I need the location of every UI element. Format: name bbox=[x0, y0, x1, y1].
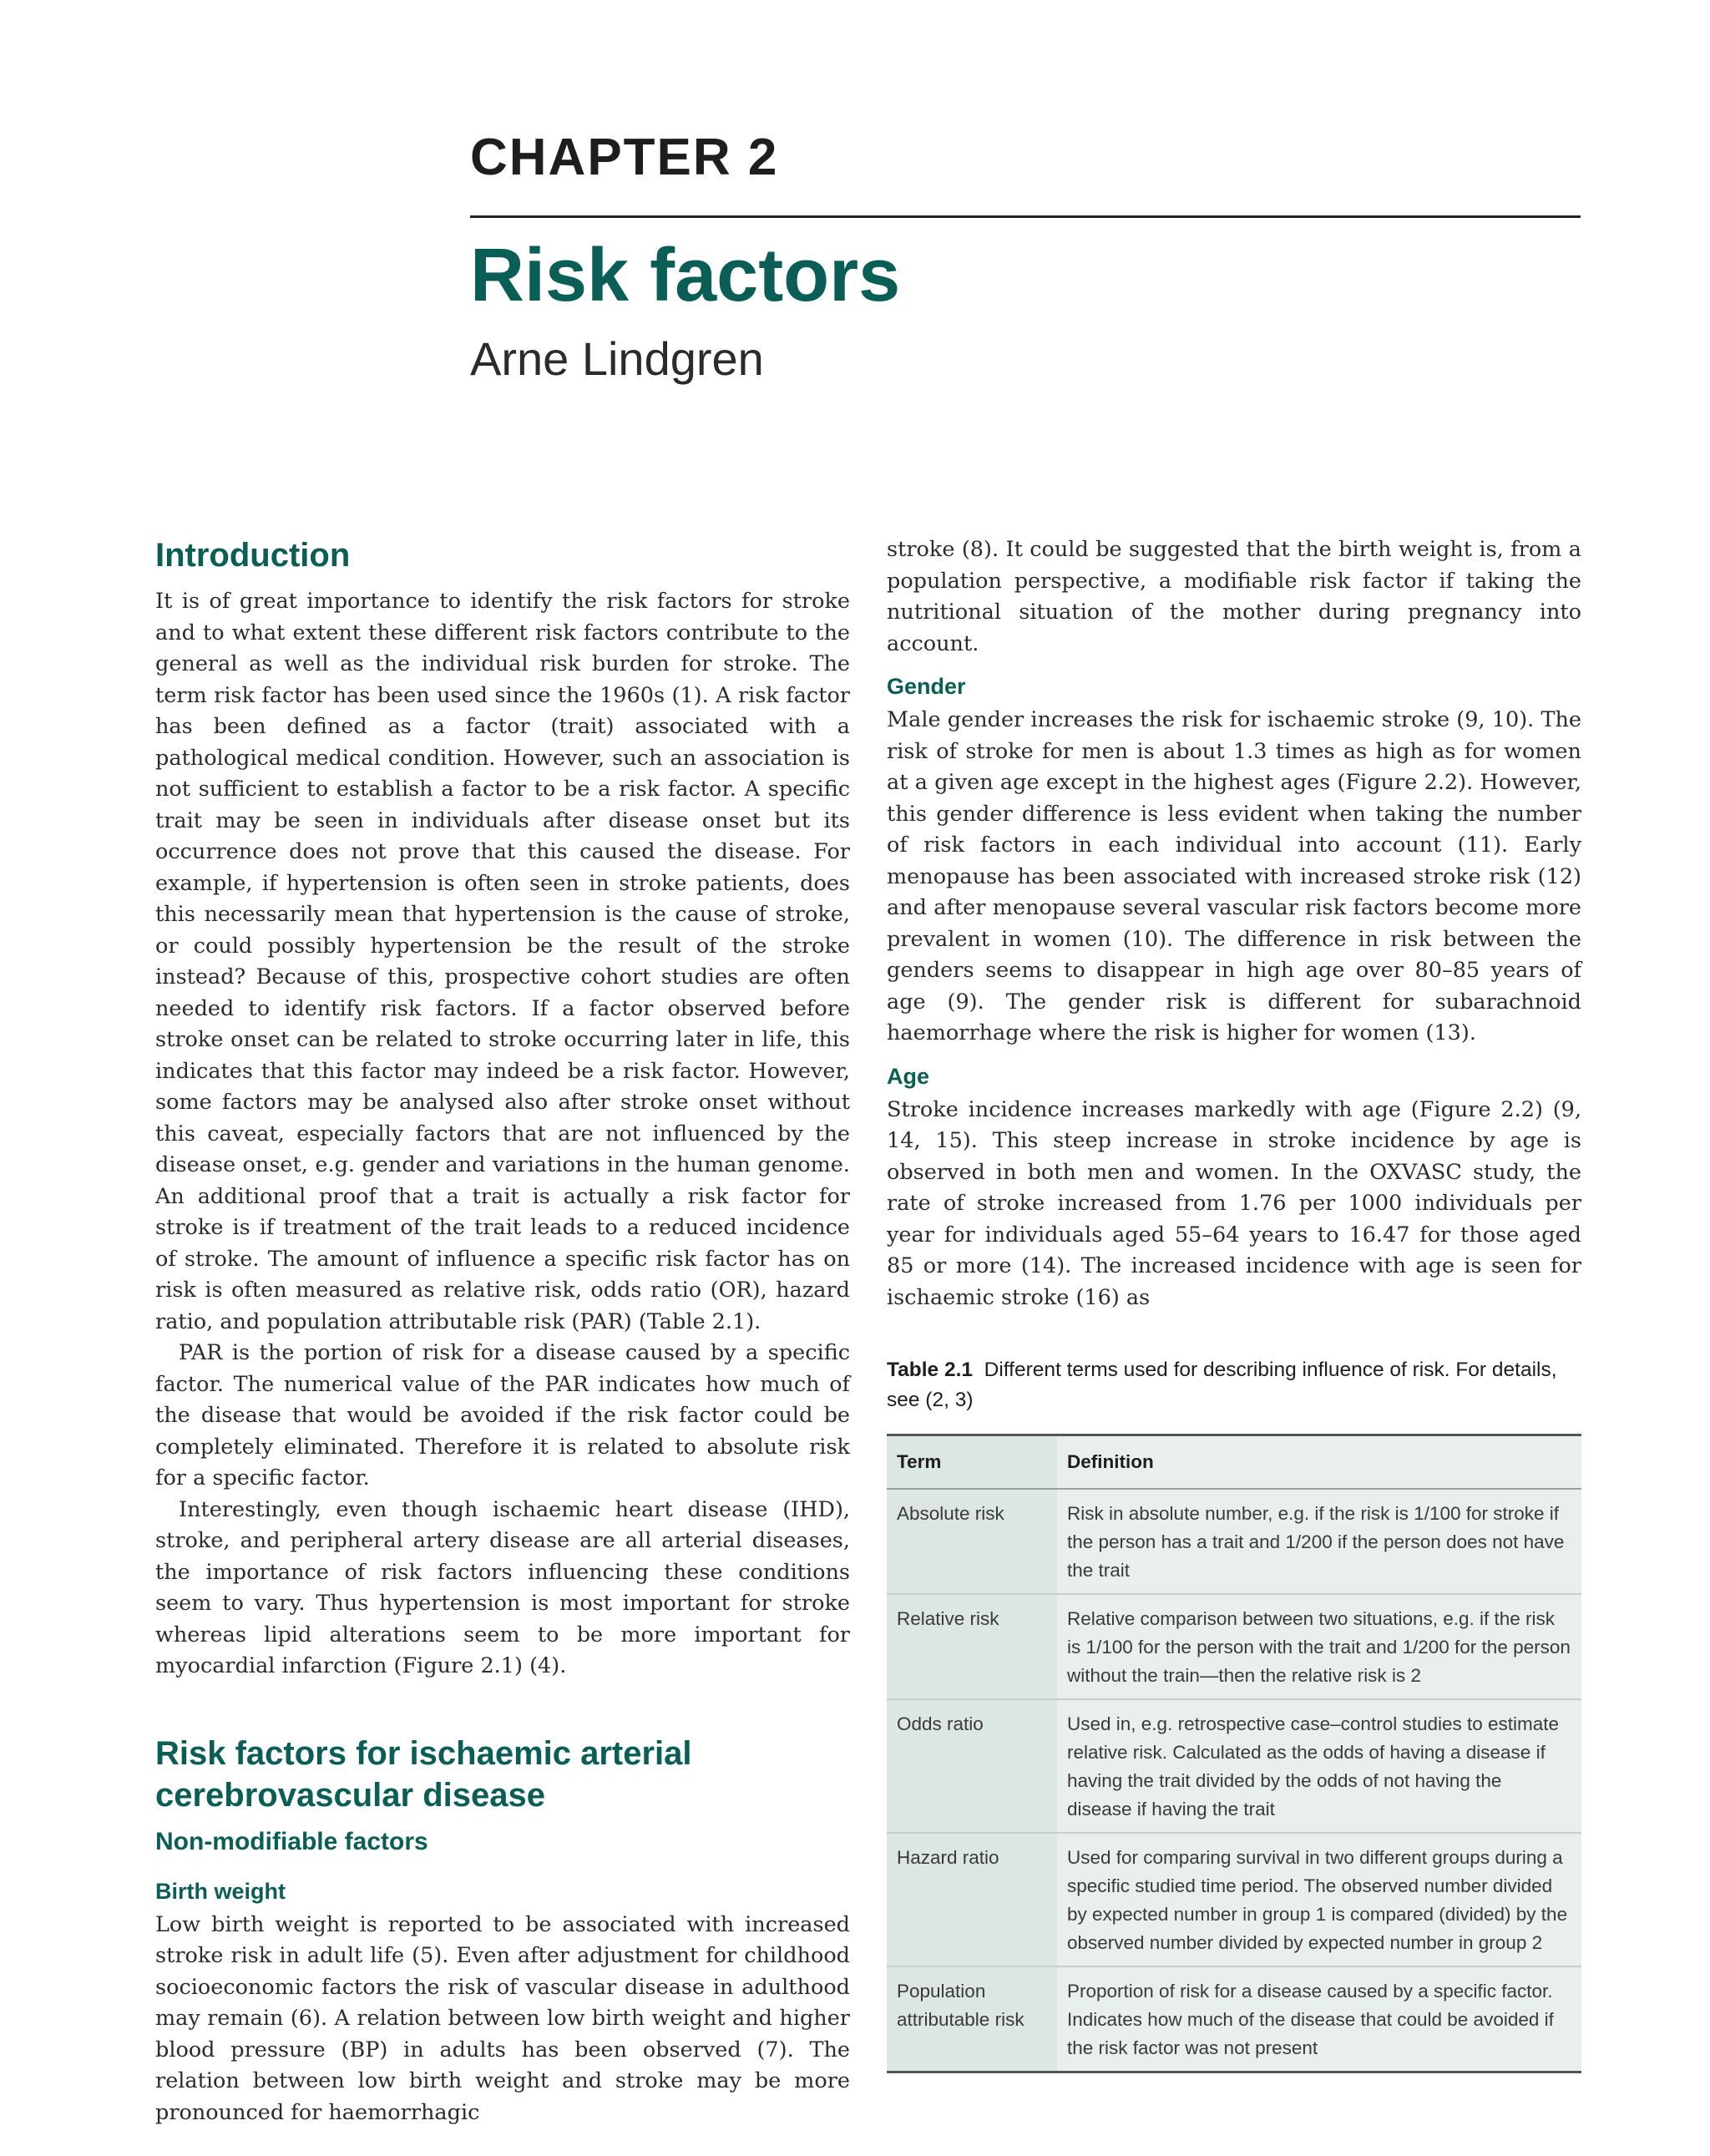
section-gap bbox=[155, 1683, 850, 1733]
table-header-term: Term bbox=[887, 1435, 1057, 1490]
left-column bbox=[155, 534, 850, 2128]
table-row bbox=[887, 1489, 1581, 1594]
table-caption bbox=[887, 1355, 1581, 1415]
birth-weight-heading: Birth weight bbox=[155, 1878, 286, 1904]
gender-paragraph: Male gender increases the risk for ischaemic stroke (9, 10). The risk of stroke for men is about 1.3 times as high as for women at a given age except in the highest ages (Figure 2.2). However, this gender difference is less evident when taking the number of risk factors in each individual into account (11). Early menopause has been associated with increased stroke risk (12) and after menopause several vascular risk factors become more prevalent in women (10). The difference in risk between the genders seems to disappear in high age over 80–85 years of age (9). The gender risk is different for subarachnoid haemorrhage where the risk is higher for women (13). bbox=[887, 707, 1581, 1045]
table-caption-label: Table 2.1 bbox=[887, 1359, 974, 1381]
table-cell-term: Hazard ratio bbox=[887, 1833, 1057, 1966]
birth-weight-continued: stroke (8). It could be suggested that the birth weight is, from a population perspective, a modifiable risk factor if taking the nutritional situation of the mother during pregnancy into account. bbox=[887, 537, 1581, 656]
table-row bbox=[887, 1833, 1581, 1966]
introduction-paragraph-2: PAR is the portion of risk for a disease caused by a specific factor. The numerical value of the PAR indicates how much of the disease that would be avoided if the risk factor could be completely eliminated. Therefore it is related to absolute risk for a specific factor. bbox=[155, 1340, 850, 1490]
table-2-1 bbox=[887, 1355, 1581, 2073]
table-cell-definition: Used for comparing survival in two different groups during a specific studied time period. The observed number divided by expected number in group 1 is compared (divided) by the observed number divided by expected number in group 2 bbox=[1057, 1833, 1581, 1966]
table-cell-term: Absolute risk bbox=[887, 1489, 1057, 1594]
table-row bbox=[887, 1594, 1581, 1699]
age-heading: Age bbox=[887, 1063, 930, 1089]
table-row bbox=[887, 1699, 1581, 1833]
age-paragraph: Stroke incidence increases markedly with age (Figure 2.2) (9, 14, 15). This steep increase in stroke incidence by age is observed in both men and women. In the OXVASC study, the rate of stroke increased from 1.76 per 1000 individuals per year for individuals aged 55–64 years to 16.47 for those aged 85 or more (14). The increased incidence with age is seen for ischaemic stroke (16) as bbox=[887, 1096, 1581, 1310]
table-cell-definition: Relative comparison between two situations, e.g. if the risk is 1/100 for the person with the trait and 1/200 for the person without the train—then the relative risk is 2 bbox=[1057, 1594, 1581, 1699]
risk-factors-heading: Risk factors for ischaemic arterial cerebrovascular disease bbox=[155, 1734, 692, 1814]
table-header-row bbox=[887, 1435, 1581, 1490]
introduction-paragraph-3: Interestingly, even though ischaemic heart disease (IHD), stroke, and peripheral artery disease are all arterial diseases, the importance of risk factors influencing these conditions seem to vary. Thus hypertension is most important for stroke whereas lipid alterations seem to be more important for myocardial infarction (Figure 2.1) (4). bbox=[155, 1496, 850, 1678]
table-cell-definition: Risk in absolute number, e.g. if the risk is 1/100 for stroke if the person has a trait and 1/200 if the person does not have the trait bbox=[1057, 1489, 1581, 1594]
table-row bbox=[887, 1966, 1581, 2072]
introduction-heading: Introduction bbox=[155, 537, 351, 574]
table-cell-definition: Used in, e.g. retrospective case–control studies to estimate relative risk. Calculated as the odds of having a disease if having the trait divided by the odds of not having the disease if having the trait bbox=[1057, 1699, 1581, 1833]
table-cell-definition: Proportion of risk for a disease caused by a specific factor. Indicates how much of the disease that could be avoided if the risk factor was not present bbox=[1057, 1966, 1581, 2072]
chapter-title: Risk factors bbox=[470, 234, 901, 317]
non-modifiable-heading: Non-modifiable factors bbox=[155, 1827, 428, 1855]
chapter-rule bbox=[470, 215, 1581, 218]
chapter-author: Arne Lindgren bbox=[470, 331, 764, 385]
introduction-paragraph-1: It is of great importance to identify the risk factors for stroke and to what extent these different risk factors contribute to the general as well as the individual risk burden for stroke. The term risk factor has been used since the 1960s (1). A risk factor has been defined as a factor (trait) associated with a pathological medical condition. However, such an association is not sufficient to establish a factor to be a risk factor. A specific trait may be seen in individuals after disease onset but its occurrence does not prove that this caused the disease. For example, if hypertension is often seen in stroke patients, does this necessarily mean that hypertension is the cause of stroke, or could possibly hypertension be the result of the stroke instead? Because of this, prospective cohort studies are often needed to identify risk factors. If a factor observed before stroke onset can be related to stroke occurring later in life, this indicates that this factor may indeed be a risk factor. However, some factors may be analysed also after stroke onset without this caveat, especially factors that are not influenced by the disease onset, e.g. gender and variations in the human genome. An additional proof that a trait is actually a risk factor for stroke is if treatment of the trait leads to a reduced incidence of stroke. The amount of influence a specific risk factor has on risk is often measured as relative risk, odds ratio (OR), hazard ratio, and population attributable risk (PAR) (Table 2.1). bbox=[155, 589, 850, 1334]
gender-heading: Gender bbox=[887, 674, 966, 699]
table-cell-term: Relative risk bbox=[887, 1594, 1057, 1699]
risk-terms-table bbox=[887, 1434, 1581, 2073]
table-caption-text: Different terms used for describing influence of risk. For details, see (2, 3) bbox=[887, 1359, 1557, 1411]
table-header-definition: Definition bbox=[1057, 1435, 1581, 1490]
table-cell-term: Odds ratio bbox=[887, 1699, 1057, 1833]
chapter-label: CHAPTER 2 bbox=[470, 129, 779, 186]
birth-weight-paragraph: Low birth weight is reported to be associated with increased stroke risk in adult life (5). Even after adjustment for childhood socioeconomic factors the risk of vascular disease in adulthood may remain (6). A relation between low birth weight and higher blood pressure (BP) in adults has been observed (7). The relation between low birth weight and stroke may be more pronounced for haemorrhagic bbox=[155, 1911, 850, 2125]
right-column bbox=[887, 534, 1581, 2073]
table-cell-term: Population attributable risk bbox=[887, 1966, 1057, 2072]
chapter-header bbox=[470, 129, 1581, 387]
